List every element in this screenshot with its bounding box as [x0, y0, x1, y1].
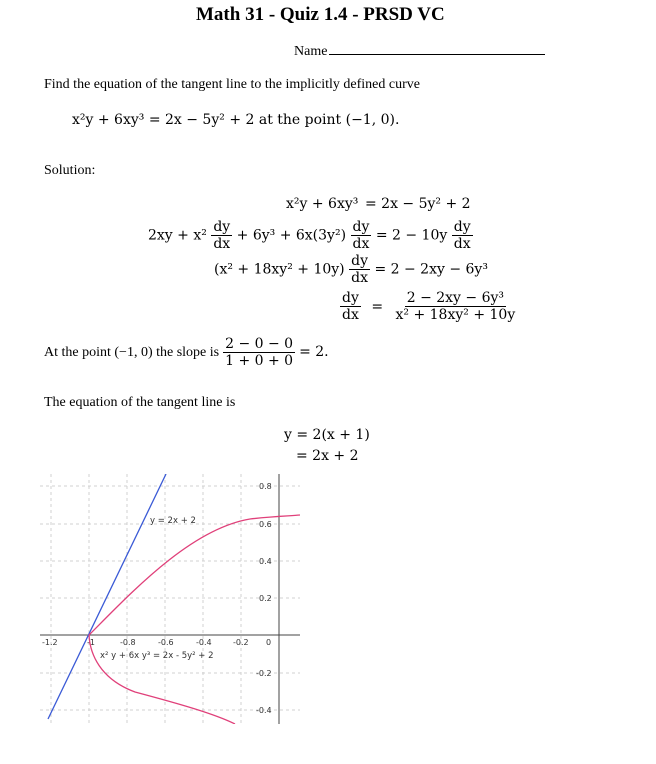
x-tick-label: -1 [87, 638, 95, 647]
step2-term-b: + 6y³ + 6x(3y²) [236, 227, 347, 244]
slope-result: = 2. [299, 344, 329, 361]
name-underline [329, 42, 545, 55]
x-tick-labels [42, 638, 271, 647]
x-tick-label: 0 [266, 638, 272, 647]
step2 [148, 219, 473, 252]
x-tick-label: -0.6 [158, 638, 174, 647]
slope-fraction: $\frac{2 - 0 - 0}{1 + 0 + 0}$ [225, 336, 294, 369]
y-tick-label: 0.4 [259, 557, 272, 566]
tangent-line-2: = 2x + 2 [296, 448, 359, 464]
implicit-curve-plot [89, 515, 300, 635]
step4 [340, 290, 517, 323]
name-label: Name [294, 44, 328, 59]
implicit-curve-lower [89, 635, 235, 724]
curve-label: x² y + 6x y³ = 2x - 5y² + 2 [100, 651, 214, 661]
y-tick-label: -0.4 [256, 706, 272, 715]
dy-dx-fraction: $\frac{dy}{dx}$ [213, 219, 231, 252]
x-tick-label: -0.2 [233, 638, 249, 647]
step3 [214, 253, 488, 286]
tangent-line-plot [48, 474, 166, 719]
dy-dx-fraction: $\frac{dy}{dx}$ [352, 219, 370, 252]
tangent-text: The equation of the tangent line is [44, 395, 236, 410]
dy-dx-fraction: $\frac{dy}{dx}$ [351, 253, 368, 286]
y-tick-label: 0.6 [259, 520, 272, 529]
y-tick-label: 0.2 [259, 594, 272, 603]
x-tick-label: -1.2 [42, 638, 58, 647]
problem-equation: x²y + 6xy³ = 2x − 5y² + 2 at the point (−1, 0). [72, 112, 400, 128]
name-field [294, 42, 545, 60]
x-tick-label: -0.4 [196, 638, 212, 647]
step3-lhs: (x² + 18xy² + 10y) [214, 261, 345, 278]
graph [40, 474, 300, 724]
step1-lhs: x²y + 6xy³ [286, 196, 359, 212]
step2-term-a: 2xy + x² [148, 227, 207, 244]
step1-rhs: = 2x − 5y² + 2 [365, 196, 471, 212]
step4-fraction: $\frac{\text{2 − 2xy − 6y³}}{\text{x² + 18xy² + 10y}}$ [395, 290, 516, 323]
y-tick-label: -0.2 [256, 669, 272, 678]
step4-eq: = [371, 298, 384, 315]
step2-rhs: = 2 − 10y [375, 227, 448, 244]
problem-prompt: Find the equation of the tangent line to the implicitly defined curve [44, 77, 420, 92]
dy-dx-fraction: $\frac{dy}{dx}$ [342, 290, 359, 323]
step3-rhs: = 2 − 2xy − 6y³ [374, 261, 488, 278]
slope-text: At the point (−1, 0) the slope is [44, 345, 220, 361]
tangent-line-1: y = 2(x + 1) [284, 427, 370, 443]
x-tick-label: -0.8 [120, 638, 136, 647]
slope-line [44, 336, 329, 369]
tangent-line-label: y = 2x + 2 [150, 516, 196, 526]
dy-dx-fraction: $\frac{dy}{dx}$ [453, 219, 471, 252]
solution-label: Solution: [44, 163, 96, 178]
y-tick-label: 0.8 [259, 482, 272, 491]
quiz-title: Math 31 - Quiz 1.4 - PRSD VC [196, 4, 445, 25]
